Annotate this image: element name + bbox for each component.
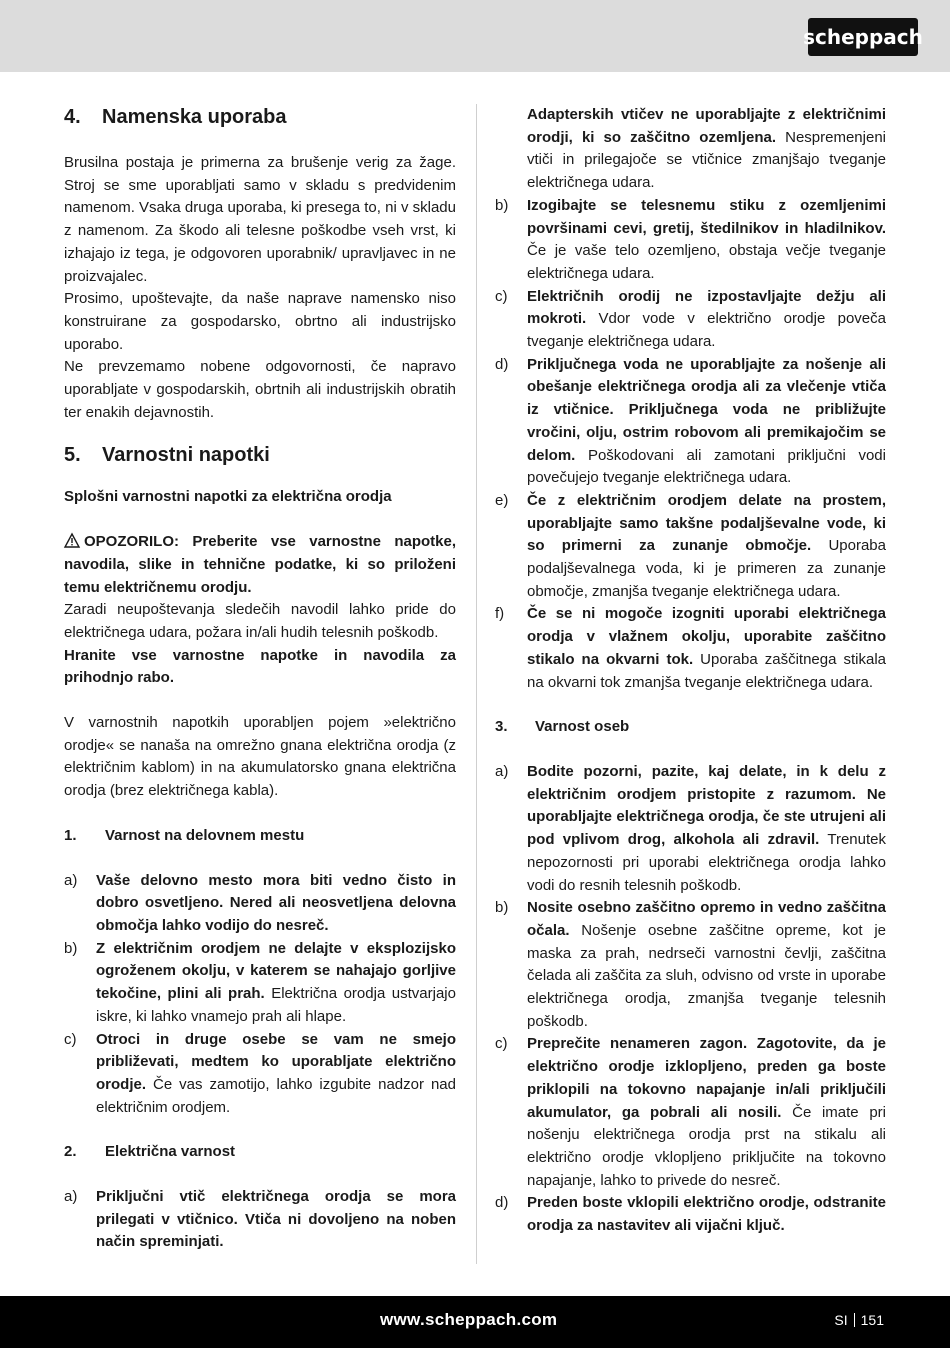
right-column: [495, 104, 886, 1238]
paragraph: Prosimo, upoštevajte, da naše naprave namensko niso konstruirane za gospodarsko, obrtno ali industrijsko uporabo.: [64, 290, 456, 353]
subsection-number: 1.: [64, 826, 77, 844]
separator: [854, 1313, 855, 1327]
item-text: Električna orodja ustvarjajo iskre, ki lahko vnamejo prah ali hlape.: [96, 985, 456, 1025]
item-label: c): [495, 287, 508, 305]
item-bold: Z električnim orodjem ne delajte v eksplozijsko ogroženem okolju, v katerem se nahajajo gorljive tekočine, plini ali prah.: [96, 939, 456, 1003]
item-bold: Preprečite nenameren zagon. Zagotovite, da je električno orodje izklopljeno, preden ga boste priklopili na tokovno napajanje in/ali priključili akumulator, ga pobrali ali nosili.: [527, 1035, 886, 1121]
s2-list-right: [495, 195, 886, 694]
section-title: Varnostni napotki: [102, 444, 270, 467]
item-label: b): [495, 899, 509, 917]
item-bold: Priključni vtič električnega orodja se mora prilegati v vtičnico. Vtiča ni dovoljeno na noben način spreminjati.: [96, 1188, 456, 1251]
item-body: [527, 490, 886, 604]
item-text: Nošenje osebne zaščitne opreme, kot je maska za prah, nedrseči varnostni čevlji, zaščitna čelada ali zaščita za sluh, odvisno od vrste in uporabe električnega orodja, zmanjša tveganje telesnih poškodb.: [527, 921, 886, 1030]
item-text: Vdor vode v električno orodje poveča tveganje električnega udara.: [527, 310, 886, 351]
item-bold: Bodite pozorni, pazite, kaj delate, in k delu z električnim orodjem pristopite z razumom. Ne uporabljajte električnega orodja, če ste utrujeni ali pod vplivom drog, alkohola ali zdravil.: [527, 762, 886, 849]
list-item: [495, 1192, 886, 1237]
subsection-3-heading: [495, 716, 886, 739]
subsection-1-heading: [64, 825, 456, 848]
section-title: Namenska uporaba: [102, 106, 287, 128]
list-item: [495, 490, 886, 604]
item-label: e): [495, 491, 509, 509]
paragraph-bold: Hranite vse varnostne napotke in navodila za prihodnjo rabo.: [64, 646, 456, 687]
language-code: SI: [834, 1312, 848, 1328]
subsection-number: 2.: [64, 1143, 77, 1161]
item-label: a): [64, 871, 78, 889]
s2-list-left: [64, 1186, 456, 1254]
item-text: Nespremenjeni vtiči in prilegajoče se vtičnice zmanjšajo tveganje električnega udara.: [527, 128, 886, 192]
item-bold: Vaše delovno mesto mora biti vedno čisto in dobro osvetljeno. Nered ali neosvetljena delovna območja lahko vodijo do nesreč.: [96, 871, 456, 934]
warning-text-bold: OPOZORILO: Preberite vse varnostne napotke, navodila, slike in tehnične podatke, ki so priloženi temu električnemu orodju.: [64, 533, 456, 596]
item-body: [96, 938, 456, 1029]
subsection-2-heading: [64, 1141, 456, 1164]
item-text: Poškodovani ali zamotani priključni vodi povečujejo tveganje električnega udara.: [527, 446, 886, 487]
list-item: [64, 938, 456, 1029]
paragraph: Zaradi neupoštevanja sledečih navodil lahko pride do električnega udara, požara in/ali hudih telesnih poškodb.: [64, 601, 456, 641]
item-body: [527, 761, 886, 897]
item-text: Če imate pri nošenju električnega orodja prst na stikalu ali električno orodje vklopljeno priključite na tokovno napajanje, lahko to privede do nesreč.: [527, 1103, 886, 1189]
paragraph: Ne prevzemamo nobene odgovornosti, če napravo uporabljate v gospodarskih, obrtnih ali industrijskih obratih ter enakih dejavnostih.: [64, 358, 456, 421]
list-item: [495, 286, 886, 354]
item-body: [527, 195, 886, 286]
list-item: [64, 870, 456, 938]
general-safety-heading: Splošni varnostni napotki za električna orodja: [64, 488, 392, 506]
list-item: [495, 603, 886, 694]
item-body: [96, 870, 456, 938]
section-number: 4.: [64, 106, 81, 128]
subsection-title: Varnost oseb: [535, 718, 630, 736]
item-label: b): [64, 939, 78, 957]
paragraph: V varnostnih napotkih uporabljen pojem »električno orodje« se nanaša na omrežno gnana električna orodja (z električnim kablom) in na akumulatorsko gnana električna orodja (brez električnega kabla).: [64, 714, 456, 800]
item-text: Če je vaše telo ozemljeno, obstaja večje tveganje električnega udara.: [527, 242, 886, 282]
s1-list: [64, 870, 456, 1120]
page-number: 151: [860, 1312, 884, 1328]
svg-text:scheppach: scheppach: [803, 25, 923, 49]
subsection-title: Varnost na delovnem mestu: [105, 826, 305, 844]
item-bold: Preden boste vklopili električno orodje, odstranite orodja za nastavitev ali vijačni ključ.: [527, 1194, 886, 1235]
item-bold: Priključnega voda ne uporabljajte za nošenje ali obešanje električnega orodja ali za vlečenje vtiča iz vtičnice. Priključnega voda ne približujte vročini, olju, ostrim robovom ali premikajočim se delom.: [527, 355, 886, 464]
item-label: a): [64, 1188, 78, 1206]
section-5-heading: [64, 442, 456, 468]
list-item: [495, 354, 886, 490]
page-indicator: [834, 1312, 884, 1328]
item-text: Trenutek nepozornosti pri uporabi električnega orodja lahko vodi do resnih telesnih poškodb.: [527, 831, 886, 894]
item-label: a): [495, 762, 509, 780]
item-label: c): [495, 1035, 508, 1053]
item-bold: Izogibajte se telesnemu stiku z ozemljenimi površinami cevi, gretij, štedilnikov in hladilnikov.: [527, 196, 886, 237]
item-text: Uporaba podaljševalnega voda, ki je primeren za zunanje območje, zmanjša tveganje električnega udara.: [527, 537, 886, 600]
list-item: [495, 104, 886, 195]
header-band: [0, 0, 950, 72]
item-bold: Nosite osebno zaščitno opremo in vedno zaščitna očala.: [527, 899, 886, 939]
warning-paragraph: [64, 531, 456, 599]
item-body: [527, 354, 886, 490]
item-body: [527, 1192, 886, 1237]
item-label: f): [495, 605, 505, 623]
item-bold: Če z električnim orodjem delate na prostem, uporabljajte samo takšne podaljševalne vode, ki so primerni za zunanje območje.: [527, 491, 886, 555]
item-body: [527, 286, 886, 354]
list-item: [495, 761, 886, 897]
list-item: [495, 195, 886, 286]
column-divider: [476, 104, 477, 1264]
item-bold: Otroci in druge osebe se vam ne smejo približevati, medtem ko uporabljate električno orodje.: [96, 1030, 456, 1093]
item-label: c): [64, 1030, 77, 1048]
scheppach-logo: [803, 18, 923, 56]
subsection-title: Električna varnost: [105, 1143, 236, 1161]
list-item: [495, 897, 886, 1033]
website-link[interactable]: www.scheppach.com: [380, 1310, 558, 1329]
paragraph: Brusilna postaja je primerna za brušenje verig za žage. Stroj se sme uporabljati samo v skladu s predvidenim namenom. Vsaka druga uporaba, ki presega to, ni v skladu z namenom. Za škodo ali telesne poškodbe vseh vrst, ki izhajajo iz tega, je odgovoren uporabnik/ upravljavec in ne proizvajalec.: [64, 154, 456, 285]
item-body: [527, 603, 886, 694]
left-column: [64, 104, 456, 1254]
item-label: b): [495, 196, 509, 214]
list-item: [64, 1029, 456, 1120]
subsection-number: 3.: [495, 718, 508, 736]
item-bold: Če se ni mogoče izogniti uporabi električnega orodja v vlažnem okolju, uporabite zaščitno stikalo na okvarni tok.: [527, 605, 886, 668]
item-label: d): [495, 1194, 509, 1212]
item-label: d): [495, 355, 509, 373]
item-bold: Adapterskih vtičev ne uporabljajte z električnimi orodji, ki so zaščitno ozemljena.: [527, 106, 886, 146]
item-body: [96, 1186, 456, 1254]
list-item: [495, 1033, 886, 1192]
item-bold: Električnih orodij ne izpostavljajte dežju ali mokroti.: [527, 287, 886, 328]
list-item: [64, 1186, 456, 1254]
section-number: 5.: [64, 444, 81, 467]
item-body: [527, 1033, 886, 1192]
logo-wordmark: [803, 22, 923, 52]
warning-triangle-icon: [64, 533, 80, 548]
item-text: Uporaba zaščitnega stikala na okvarni tok zmanjša tveganje električnega udara.: [527, 650, 886, 691]
section-4-heading: [64, 104, 456, 130]
footer-bar: [0, 1296, 950, 1348]
s3-list: [495, 761, 886, 1238]
item-text: Če vas zamotijo, lahko izgubite nadzor nad električnim orodjem.: [96, 1075, 456, 1116]
item-body: [96, 1029, 456, 1120]
item-body: [527, 897, 886, 1033]
